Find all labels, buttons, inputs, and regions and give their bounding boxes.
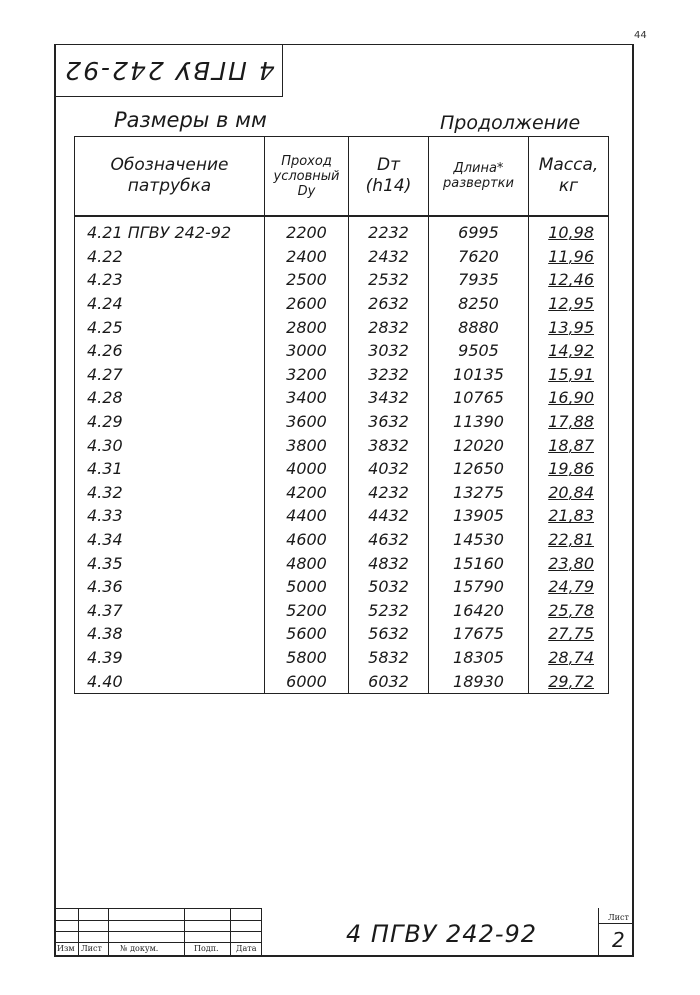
row-passage: 3000 <box>265 339 349 363</box>
row-length: 8880 <box>429 315 529 339</box>
header-dt <box>349 137 429 217</box>
row-designation: 4.38 <box>75 622 265 646</box>
row-designation: 4.35 <box>75 551 265 575</box>
table-body <box>75 216 609 693</box>
row-passage: 2600 <box>265 292 349 316</box>
row-length: 8250 <box>429 292 529 316</box>
row-mass: 29,72 <box>529 669 609 693</box>
row-dt: 3432 <box>349 386 429 410</box>
table-row <box>75 669 609 693</box>
tb-line <box>108 908 109 955</box>
row-mass: 14,92 <box>529 339 609 363</box>
row-length: 7935 <box>429 268 529 292</box>
spec-table <box>74 136 609 694</box>
header-designation <box>75 137 265 217</box>
table-row <box>75 504 609 528</box>
tb-label-izm: Изм <box>57 944 75 953</box>
rotated-stamp-text: 4 ПГВУ 242-92 <box>63 56 275 85</box>
table-row <box>75 551 609 575</box>
tb-label-date: Дата <box>236 944 257 953</box>
row-designation: 4.36 <box>75 575 265 599</box>
tb-line <box>261 908 262 955</box>
table-row <box>75 433 609 457</box>
sheet-number: 2 <box>612 928 625 952</box>
tb-line <box>78 908 79 955</box>
row-designation: 4.40 <box>75 669 265 693</box>
table-row <box>75 216 609 245</box>
table-row <box>75 457 609 481</box>
row-designation: 4.37 <box>75 599 265 623</box>
row-mass: 21,83 <box>529 504 609 528</box>
table-row <box>75 292 609 316</box>
frame-left-border <box>54 44 56 956</box>
table-row <box>75 363 609 387</box>
row-passage: 4200 <box>265 481 349 505</box>
tb-line <box>598 908 599 955</box>
row-passage: 2500 <box>265 268 349 292</box>
row-length: 18305 <box>429 646 529 670</box>
row-mass: 10,98 <box>529 216 609 245</box>
sheet-label: Лист <box>608 913 629 922</box>
row-designation: 4.29 <box>75 410 265 434</box>
row-length: 14530 <box>429 528 529 552</box>
row-mass: 22,81 <box>529 528 609 552</box>
row-designation: 4.31 <box>75 457 265 481</box>
row-length: 16420 <box>429 599 529 623</box>
row-designation: 4.24 <box>75 292 265 316</box>
corner-mark: 44 <box>634 30 647 41</box>
header-passage-text: Проход условный Dу <box>273 153 340 199</box>
table-row <box>75 410 609 434</box>
row-length: 15790 <box>429 575 529 599</box>
header-dt-text: Dт (h14) <box>365 155 412 196</box>
row-length: 10135 <box>429 363 529 387</box>
row-designation: 4.39 <box>75 646 265 670</box>
row-mass: 12,46 <box>529 268 609 292</box>
row-dt: 3032 <box>349 339 429 363</box>
row-dt: 2232 <box>349 216 429 245</box>
row-passage: 2800 <box>265 315 349 339</box>
table-row <box>75 622 609 646</box>
tb-line <box>230 908 231 955</box>
row-dt: 4032 <box>349 457 429 481</box>
row-length: 12020 <box>429 433 529 457</box>
row-passage: 2400 <box>265 245 349 269</box>
table-row <box>75 245 609 269</box>
row-passage: 3400 <box>265 386 349 410</box>
row-length: 11390 <box>429 410 529 434</box>
row-dt: 4232 <box>349 481 429 505</box>
header-mass-text: Масса, кг <box>538 155 599 196</box>
row-mass: 15,91 <box>529 363 609 387</box>
row-length: 7620 <box>429 245 529 269</box>
row-length: 15160 <box>429 551 529 575</box>
row-mass: 16,90 <box>529 386 609 410</box>
row-mass: 18,87 <box>529 433 609 457</box>
table-row <box>75 481 609 505</box>
row-dt: 5032 <box>349 575 429 599</box>
tb-label-list: Лист <box>81 944 102 953</box>
row-passage: 4800 <box>265 551 349 575</box>
header-length-text: Длина* развертки <box>443 161 514 191</box>
row-dt: 2632 <box>349 292 429 316</box>
row-dt: 2832 <box>349 315 429 339</box>
row-length: 6995 <box>429 216 529 245</box>
row-dt: 4832 <box>349 551 429 575</box>
frame-right-border <box>632 44 634 956</box>
row-passage: 3800 <box>265 433 349 457</box>
row-dt: 2532 <box>349 268 429 292</box>
table-row <box>75 599 609 623</box>
row-passage: 5000 <box>265 575 349 599</box>
header-designation-text: Обозначение патрубка <box>110 155 229 196</box>
row-designation: 4.23 <box>75 268 265 292</box>
table-row <box>75 268 609 292</box>
header-mass <box>529 137 609 217</box>
row-mass: 13,95 <box>529 315 609 339</box>
row-passage: 2200 <box>265 216 349 245</box>
row-dt: 5632 <box>349 622 429 646</box>
row-passage: 6000 <box>265 669 349 693</box>
table-row <box>75 528 609 552</box>
row-passage: 4400 <box>265 504 349 528</box>
row-dt: 3232 <box>349 363 429 387</box>
row-dt: 3632 <box>349 410 429 434</box>
row-designation: 4.26 <box>75 339 265 363</box>
row-designation: 4.25 <box>75 315 265 339</box>
tb-line <box>184 908 185 955</box>
document-code: 4 ПГВУ 242-92 <box>346 920 538 948</box>
continuation-caption: Продолжение <box>440 112 581 134</box>
row-dt: 3832 <box>349 433 429 457</box>
header-passage <box>265 137 349 217</box>
tb-label-sign: Подп. <box>194 944 219 953</box>
row-dt: 4432 <box>349 504 429 528</box>
row-mass: 17,88 <box>529 410 609 434</box>
row-designation: 4.21 ПГВУ 242-92 <box>75 216 265 245</box>
row-length: 18930 <box>429 669 529 693</box>
row-mass: 19,86 <box>529 457 609 481</box>
row-passage: 4000 <box>265 457 349 481</box>
row-designation: 4.33 <box>75 504 265 528</box>
tb-label-doc: № докум. <box>120 944 159 953</box>
units-caption: Размеры в мм <box>114 108 267 132</box>
row-mass: 27,75 <box>529 622 609 646</box>
row-length: 9505 <box>429 339 529 363</box>
row-length: 13275 <box>429 481 529 505</box>
row-dt: 6032 <box>349 669 429 693</box>
title-block <box>56 908 632 955</box>
row-passage: 5600 <box>265 622 349 646</box>
row-mass: 28,74 <box>529 646 609 670</box>
row-designation: 4.28 <box>75 386 265 410</box>
row-dt: 4632 <box>349 528 429 552</box>
row-dt: 2432 <box>349 245 429 269</box>
tb-line <box>598 923 632 924</box>
row-passage: 3600 <box>265 410 349 434</box>
row-mass: 11,96 <box>529 245 609 269</box>
row-dt: 5832 <box>349 646 429 670</box>
row-mass: 25,78 <box>529 599 609 623</box>
row-length: 12650 <box>429 457 529 481</box>
row-designation: 4.32 <box>75 481 265 505</box>
row-mass: 12,95 <box>529 292 609 316</box>
header-length <box>429 137 529 217</box>
row-passage: 5800 <box>265 646 349 670</box>
table-row <box>75 386 609 410</box>
table-row <box>75 315 609 339</box>
row-passage: 4600 <box>265 528 349 552</box>
row-designation: 4.34 <box>75 528 265 552</box>
row-mass: 23,80 <box>529 551 609 575</box>
table-row <box>75 646 609 670</box>
table-row <box>75 575 609 599</box>
row-designation: 4.22 <box>75 245 265 269</box>
row-dt: 5232 <box>349 599 429 623</box>
row-length: 10765 <box>429 386 529 410</box>
table-header-row <box>75 137 609 217</box>
row-designation: 4.27 <box>75 363 265 387</box>
table-row <box>75 339 609 363</box>
row-mass: 20,84 <box>529 481 609 505</box>
frame-bottom-border <box>54 955 634 957</box>
row-mass: 24,79 <box>529 575 609 599</box>
row-length: 13905 <box>429 504 529 528</box>
row-length: 17675 <box>429 622 529 646</box>
row-passage: 3200 <box>265 363 349 387</box>
row-designation: 4.30 <box>75 433 265 457</box>
row-passage: 5200 <box>265 599 349 623</box>
